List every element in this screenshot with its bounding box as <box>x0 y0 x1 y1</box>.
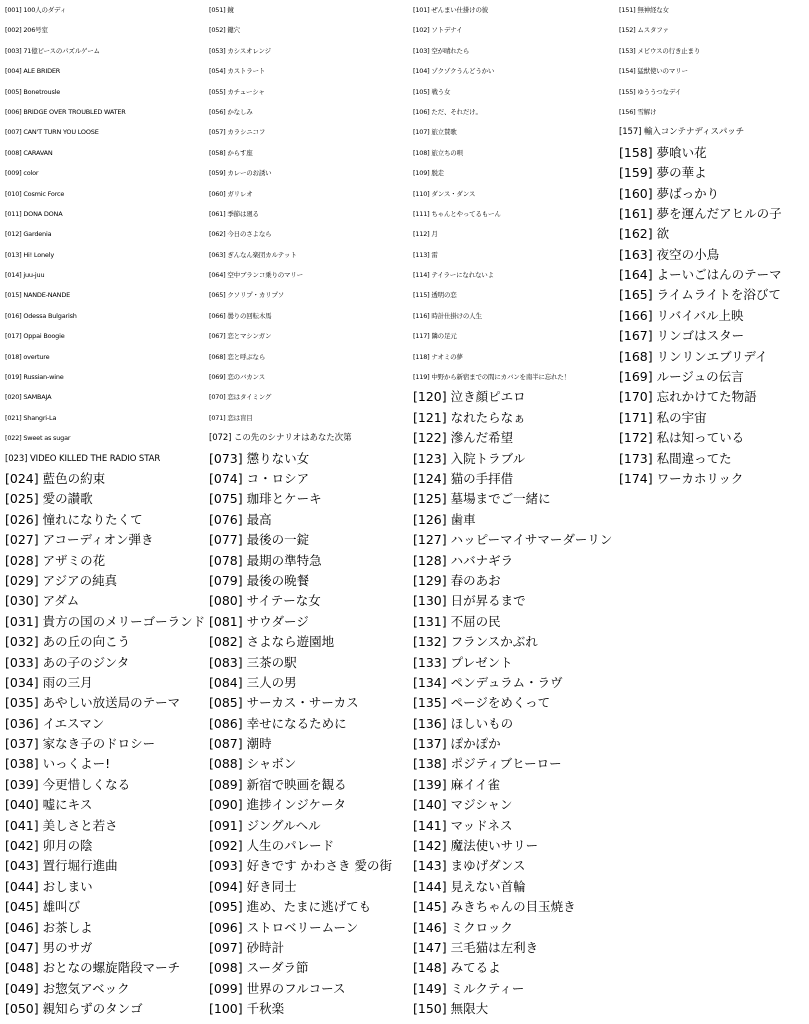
list-item: [082] さよなら遊園地 <box>209 634 335 650</box>
list-item: [152] ムスタファ <box>619 26 669 35</box>
list-item: [113] 雷 <box>413 250 438 259</box>
list-item: [133] プレゼント <box>413 654 513 670</box>
list-item: [053] カシスオレンジ <box>209 46 271 55</box>
list-item: [062] 今日のさよなら <box>209 230 272 239</box>
list-item: [060] ガリレオ <box>209 189 253 198</box>
list-item: [170] 忘れかけてた物語 <box>619 389 757 405</box>
list-item: [072] この先のシナリオはあなた次第 <box>209 433 352 444</box>
list-item: [157] 輸入コンテナディスパッチ <box>619 127 745 138</box>
list-item: [069] 恋のバカンス <box>209 373 265 382</box>
list-item: [078] 最期の準特急 <box>209 552 322 568</box>
list-item: [022] Sweet as sugar <box>5 434 71 443</box>
list-item: [109] 脱走 <box>413 169 444 178</box>
list-item: [132] フランスかぶれ <box>413 634 538 650</box>
list-item: [171] 私の宇宙 <box>619 409 707 425</box>
list-item: [005] Bonetrousle <box>5 87 61 96</box>
list-item: [094] 好き同士 <box>209 878 297 894</box>
list-item: [128] ハバナギラ <box>413 552 514 568</box>
list-item: [127] ハッピーマイサマーダーリン <box>413 532 613 548</box>
list-item: [075] 珈琲とケーキ <box>209 491 322 507</box>
list-item: [035] あやしい放送局のテーマ <box>5 695 181 711</box>
list-item: [122] 滲んだ希望 <box>413 430 514 446</box>
song-list-column-4 <box>619 0 782 489</box>
list-item: [055] カチューシャ <box>209 87 265 96</box>
list-item: [160] 夢ばっかり <box>619 185 720 201</box>
list-item: [006] BRIDGE OVER TROUBLED WATER <box>5 107 126 116</box>
list-item: [148] みてるよ <box>413 960 501 976</box>
list-item: [136] ほしいもの <box>413 715 514 731</box>
list-item: [026] 憧れになりたくて <box>5 511 143 527</box>
list-item: [037] 家なき子のドロシー <box>5 736 156 752</box>
list-item: [164] よーいごはんのテーマ <box>619 267 782 283</box>
list-item: [043] 置行堀行進曲 <box>5 858 118 874</box>
list-item: [054] カストラート <box>209 67 266 76</box>
list-item: [029] アジアの純真 <box>5 572 118 588</box>
list-item: [095] 進め、たまに逃げても <box>209 899 372 915</box>
song-list-column-2 <box>209 0 392 1020</box>
list-item: [100] 千秋楽 <box>209 1001 285 1017</box>
list-item: [087] 潮時 <box>209 736 272 752</box>
list-item: [077] 最後の一錠 <box>209 532 310 548</box>
list-item: [124] 猫の手拝借 <box>413 470 514 486</box>
list-item: [159] 夢の華よ <box>619 165 707 181</box>
list-item: [038] いっくよー! <box>5 756 111 772</box>
list-item: [111] ちゃんとやってるもーん <box>413 209 501 218</box>
list-item: [104] ゾクゾクうんどうかい <box>413 67 495 76</box>
list-item: [085] サーカス・サーカス <box>209 695 359 711</box>
list-item: [140] マジシャン <box>413 797 513 813</box>
list-item: [066] 曇りの回転木馬 <box>209 311 272 320</box>
list-item: [042] 卯月の陰 <box>5 838 93 854</box>
list-item: [027] アコーディオン弾き <box>5 532 154 548</box>
list-item: [097] 砂時計 <box>209 939 285 955</box>
list-item: [011] DONA DONA <box>5 209 63 218</box>
list-item: [153] メビウスの行き止まり <box>619 46 701 55</box>
list-item: [003] 71億ピースのパズルゲーム <box>5 46 100 55</box>
list-item: [030] アダム <box>5 593 80 609</box>
list-item: [034] 雨の三月 <box>5 674 93 690</box>
list-item: [096] ストロベリームーン <box>209 919 359 935</box>
list-item: [162] 欲 <box>619 226 670 242</box>
list-item: [131] 不屈の民 <box>413 613 501 629</box>
list-item: [110] ダンス・ダンス <box>413 189 476 198</box>
list-item: [147] 三毛猫は左利き <box>413 939 539 955</box>
list-item: [099] 世界のフルコース <box>209 980 346 996</box>
list-item: [080] サイテーな女 <box>209 593 321 609</box>
list-item: [013] Hi! Lonely <box>5 250 54 259</box>
list-item: [123] 入院トラブル <box>413 450 526 466</box>
list-item: [119] 中野から新宿までの間にカバンを南半に忘れた！ <box>413 373 570 382</box>
list-item: [125] 墓場までご一緒に <box>413 491 551 507</box>
list-item: [059] カレーのお誘い <box>209 169 272 178</box>
list-item: [103] 空が晴れたら <box>413 46 470 55</box>
list-item: [051] 鏡 <box>209 6 234 14</box>
list-item: [156] 雪解け <box>619 107 657 116</box>
list-item: [149] ミルクティー <box>413 980 525 996</box>
list-item: [084] 三人の男 <box>209 674 297 690</box>
list-item: [058] からす座 <box>209 148 253 157</box>
list-item: [141] マッドネス <box>413 817 513 833</box>
list-item: [155] ゆううつなデイ <box>619 87 681 96</box>
list-item: [046] お茶しよ <box>5 919 93 935</box>
list-item: [139] 麻イイ雀 <box>413 776 500 792</box>
list-item: [165] ライムライトを浴びて <box>619 287 781 303</box>
list-item: [017] Oppai Boogie <box>5 332 65 341</box>
list-item: [032] あの丘の向こう <box>5 634 131 650</box>
list-item: [071] 恋は盲目 <box>209 413 253 422</box>
list-item: [068] 恋と呼ぶなら <box>209 352 266 361</box>
list-item: [014] juu-juu <box>5 271 45 280</box>
list-item: [083] 三茶の駅 <box>209 654 297 670</box>
list-item: [168] リンリンエブリデイ <box>619 348 768 364</box>
list-item: [025] 愛の讃歌 <box>5 491 93 507</box>
list-item: [002] 206号室 <box>5 26 48 35</box>
list-item: [045] 雄叫び <box>5 899 81 915</box>
list-item: [057] カラシニコフ <box>209 128 266 137</box>
list-item: [063] ぎんなん楽団カルテット <box>209 250 297 259</box>
list-item: [052] 鍵穴 <box>209 26 240 35</box>
list-item: [114] テイラーになれないよ <box>413 271 494 280</box>
list-item: [056] かなしみ <box>209 107 253 116</box>
list-item: [010] Cosmic Force <box>5 189 65 198</box>
list-item: [004] ALE BRIDER <box>5 67 61 76</box>
list-item: [008] CARAVAN <box>5 148 53 157</box>
list-item: [089] 新宿で映画を観る <box>209 776 347 792</box>
list-item: [070] 恋はタイミング <box>209 393 272 402</box>
list-item: [129] 春のあお <box>413 572 501 588</box>
list-item: [039] 今更惜しくなる <box>5 776 131 792</box>
list-item: [174] ワーカホリック <box>619 470 744 486</box>
list-item: [079] 最後の晩餐 <box>209 572 310 588</box>
song-list-column-3 <box>413 0 612 1020</box>
list-item: [041] 美しさと若さ <box>5 817 118 833</box>
list-item: [154] 猛獣使いのマリー <box>619 67 688 76</box>
list-item: [143] まゆげダンス <box>413 858 526 874</box>
list-item: [108] 旅立ちの唄 <box>413 148 463 157</box>
list-item: [167] リンゴはスター <box>619 328 745 344</box>
list-item: [120] 泣き顔ピエロ <box>413 389 526 405</box>
list-item: [118] ナオミの夢 <box>413 352 463 361</box>
list-item: [105] 戦う女 <box>413 87 451 96</box>
list-item: [001] 100人のダディ <box>5 6 67 14</box>
list-item: [033] あの子のジンタ <box>5 654 130 670</box>
list-item: [015] NANDE-NANDE <box>5 291 71 300</box>
list-item: [092] 人生のパレード <box>209 838 335 854</box>
list-item: [081] サウダージ <box>209 613 309 629</box>
list-item: [065] クソリプ・カリプソ <box>209 291 285 300</box>
list-item: [101] ぜんまい仕掛けの彼 <box>413 6 489 14</box>
list-item: [169] ルージュの伝言 <box>619 369 744 385</box>
list-item: [138] ポジティブヒーロー <box>413 756 562 772</box>
list-item: [048] おとなの螺旋階段マーチ <box>5 960 181 976</box>
list-item: [102] ソトデナイ <box>413 26 463 35</box>
list-item: [074] コ・ロシア <box>209 470 310 486</box>
list-item: [044] おしまい <box>5 878 93 894</box>
list-item: [151] 無神経な女 <box>619 6 669 14</box>
list-item: [150] 無限大 <box>413 1001 489 1017</box>
list-item: [142] 魔法使いサリー <box>413 838 539 854</box>
list-item: [050] 親知らずのタンゴ <box>5 1001 143 1017</box>
list-item: [076] 最高 <box>209 511 272 527</box>
list-item: [134] ペンデュラム・ラヴ <box>413 674 563 690</box>
list-item: [064] 空中ブランコ乗りのマリー <box>209 271 303 280</box>
list-item: [137] ぽかぽか <box>413 736 501 752</box>
list-item: [024] 藍色の約束 <box>5 470 106 486</box>
list-item: [161] 夢を運んだアヒルの子 <box>619 205 782 221</box>
list-item: [107] 旅立賛歌 <box>413 128 457 137</box>
list-item: [021] Shangri-La <box>5 413 57 422</box>
list-item: [173] 私間違ってた <box>619 450 732 466</box>
list-item: [049] お惣気アベック <box>5 980 130 996</box>
list-item: [121] なれたらなぁ <box>413 409 526 425</box>
list-item: [130] 日が昇るまで <box>413 593 526 609</box>
list-item: [116] 時計仕掛けの人生 <box>413 311 482 320</box>
list-item: [031] 貴方の国のメリーゴーランド <box>5 613 206 629</box>
list-item: [135] ページをめくって <box>413 695 551 711</box>
list-item: [090] 進捗インジケータ <box>209 797 347 813</box>
list-item: [016] Odessa Bulgarish <box>5 311 77 320</box>
list-item: [126] 歯車 <box>413 511 476 527</box>
list-item: [158] 夢喰い花 <box>619 144 707 160</box>
list-item: [112] 月 <box>413 230 438 239</box>
list-item: [144] 見えない首輪 <box>413 878 526 894</box>
list-item: [117] 隣の足元 <box>413 332 457 341</box>
list-item: [172] 私は知っている <box>619 430 745 446</box>
list-item: [088] シャボン <box>209 756 297 772</box>
list-item: [047] 男のサガ <box>5 939 93 955</box>
song-list-column-1 <box>5 0 205 1020</box>
list-item: [106] ただ、それだけ。 <box>413 107 482 116</box>
list-item: [093] 好きです かわさき 愛の街 <box>209 858 393 874</box>
list-item: [115] 透明の恋 <box>413 291 457 300</box>
list-item: [091] ジングルヘル <box>209 817 321 833</box>
list-item: [012] Gardenia <box>5 230 52 239</box>
list-item: [098] スーダラ節 <box>209 960 309 976</box>
list-item: [146] ミクロック <box>413 919 513 935</box>
list-item: [145] みきちゃんの目玉焼き <box>413 899 576 915</box>
list-item: [040] 嘘にキス <box>5 797 93 813</box>
list-item: [020] SAMBAJA <box>5 393 52 402</box>
list-item: [023] VIDEO KILLED THE RADIO STAR <box>5 453 161 464</box>
list-item: [166] リバイバル上映 <box>619 307 744 323</box>
list-item: [073] 懲りない女 <box>209 450 310 466</box>
list-item: [163] 夜空の小鳥 <box>619 246 720 262</box>
list-item: [086] 幸せになるために <box>209 715 347 731</box>
list-item: [019] Russian-wine <box>5 373 64 382</box>
list-item: [028] アザミの花 <box>5 552 106 568</box>
list-item: [067] 恋とマシンガン <box>209 332 272 341</box>
list-item: [007] CAN'T TURN YOU LOOSE <box>5 128 99 137</box>
list-item: [009] color <box>5 169 39 178</box>
list-item: [036] イエスマン <box>5 715 105 731</box>
list-item: [018] overture <box>5 352 50 361</box>
list-item: [061] 季節は廻る <box>209 209 259 218</box>
